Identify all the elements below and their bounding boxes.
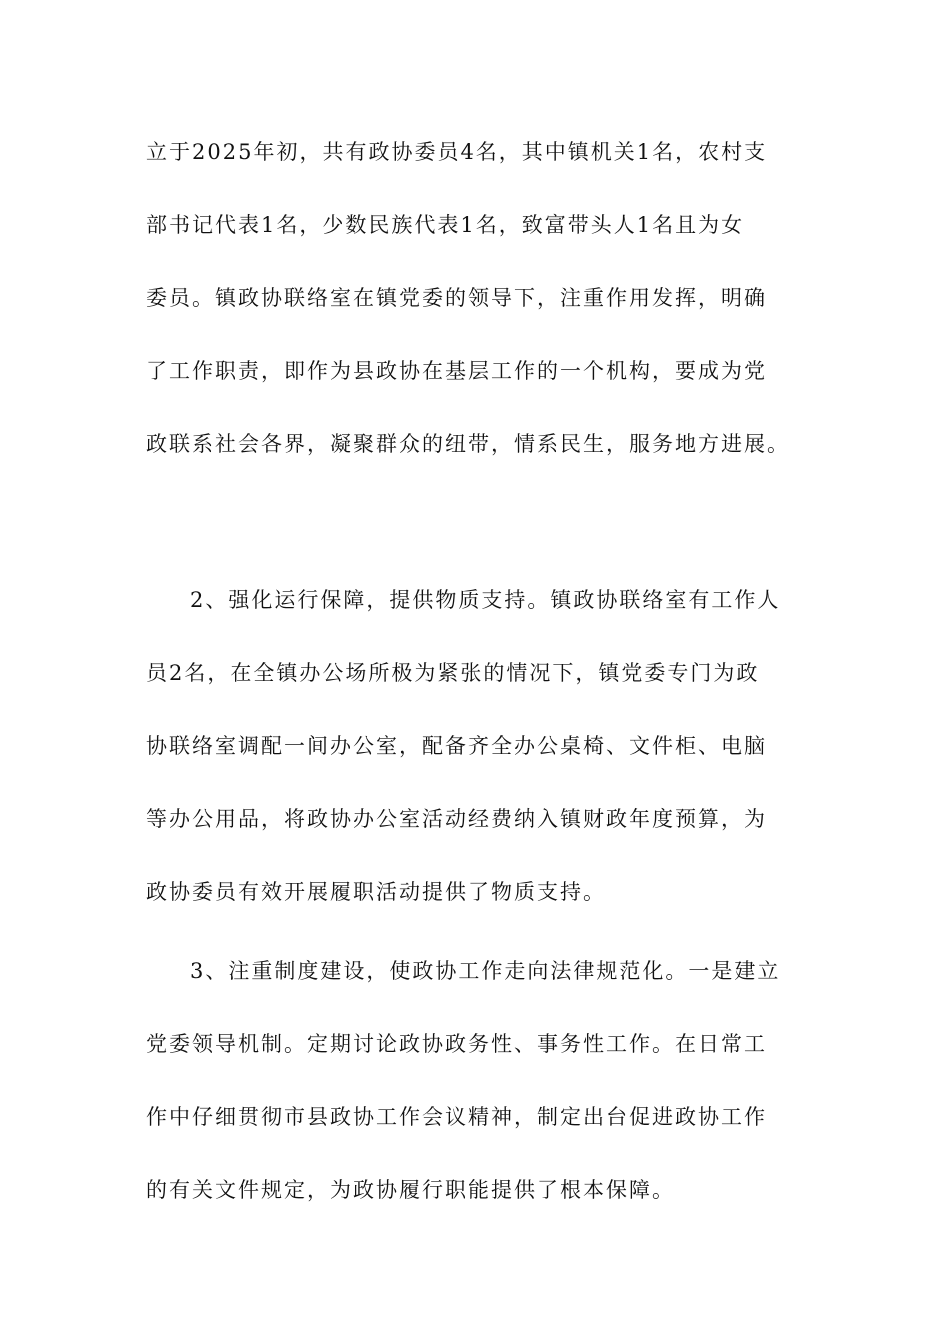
text-line: 了工作职责，即作为县政协在基层工作的一个机构，要成为党: [146, 359, 767, 383]
text-line: 协联络室调配一间办公室，配备齐全办公桌椅、文件柜、电脑: [146, 734, 767, 758]
text-line: 委员。镇政协联络室在镇党委的领导下，注重作用发挥，明确: [146, 286, 767, 310]
text-line: 立于2025年初，共有政协委员4名，其中镇机关1名，农村支: [146, 140, 768, 164]
text-line: 党委领导机制。定期讨论政协政务性、事务性工作。在日常工: [146, 1032, 767, 1056]
text-line: 作中仔细贯彻市县政协工作会议精神，制定出台促进政协工作: [146, 1105, 767, 1129]
paragraph-2: [146, 564, 806, 929]
text-line: 政联系社会各界，凝聚群众的纽带，情系民生，服务地方进展。: [146, 432, 790, 456]
text-line: 2、强化运行保障，提供物质支持。镇政协联络室有工作人: [190, 588, 781, 612]
text-line: 的有关文件规定，为政协履行职能提供了根本保障。: [146, 1178, 675, 1202]
text-line: 政协委员有效开展履职活动提供了物质支持。: [146, 880, 606, 904]
paragraph-1: [146, 116, 806, 481]
text-line: 部书记代表1名，少数民族代表1名，致富带头人1名且为女: [146, 213, 745, 237]
text-line: 3、注重制度建设，使政协工作走向法律规范化。一是建立: [190, 959, 781, 983]
text-line: 员2名，在全镇办公场所极为紧张的情况下，镇党委专门为政: [146, 661, 760, 685]
paragraph-3: [146, 935, 806, 1227]
text-line: 等办公用品，将政协办公室活动经费纳入镇财政年度预算，为: [146, 807, 767, 831]
